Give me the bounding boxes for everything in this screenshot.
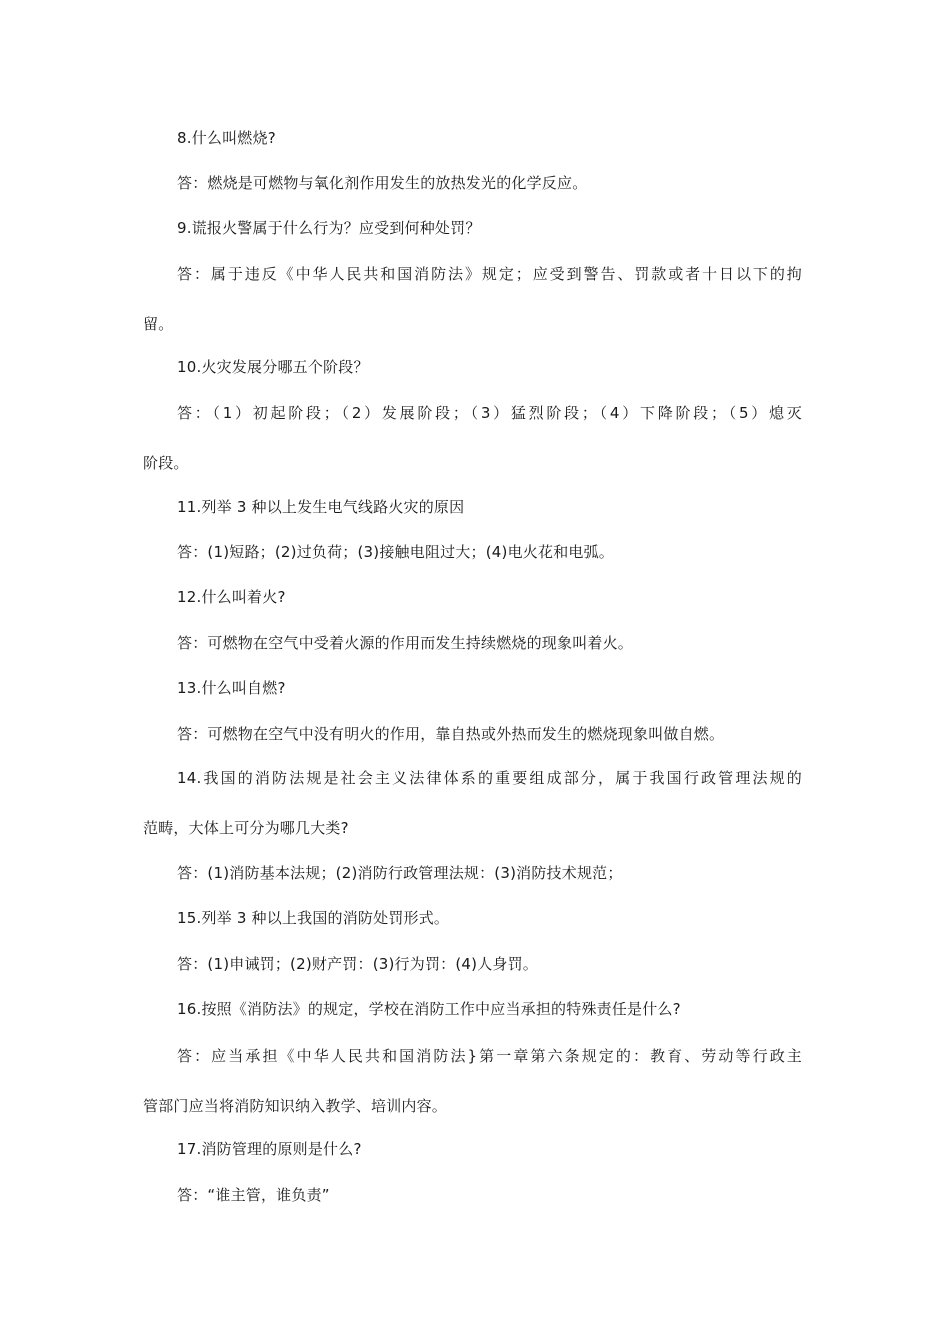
question-14-line-1: 14.我国的消防法规是社会主义法律体系的重要组成部分，属于我国行政管理法规的 bbox=[177, 769, 802, 787]
answer-8: 答：燃烧是可燃物与氧化剂作用发生的放热发光的化学反应。 bbox=[177, 174, 588, 192]
answer-13: 答：可燃物在空气中没有明火的作用，靠自热或外热而发生的燃烧现象叫做自燃。 bbox=[177, 725, 725, 743]
question-17: 17.消防管理的原则是什么? bbox=[177, 1140, 362, 1158]
answer-12: 答：可燃物在空气中受着火源的作用而发生持续燃烧的现象叫着火。 bbox=[177, 634, 634, 652]
question-10: 10.火灾发展分哪五个阶段？ bbox=[177, 358, 369, 376]
question-12: 12.什么叫着火? bbox=[177, 588, 286, 606]
question-9: 9.谎报火警属于什么行为？应受到何种处罚？ bbox=[177, 219, 481, 237]
question-13: 13.什么叫自燃? bbox=[177, 679, 286, 697]
question-8: 8.什么叫燃烧? bbox=[177, 129, 276, 147]
question-15: 15.列举 3 种以上我国的消防处罚形式。 bbox=[177, 909, 450, 927]
answer-16-line-2: 管部门应当将消防知识纳入教学、培训内容。 bbox=[143, 1097, 448, 1115]
question-14-line-2: 范畴，大体上可分为哪几大类? bbox=[143, 819, 349, 837]
answer-15: 答：(1)申诫罚；(2)财产罚：(3)行为罚：(4)人身罚。 bbox=[177, 955, 538, 973]
question-16: 16.按照《消防法》的规定，学校在消防工作中应当承担的特殊责任是什么? bbox=[177, 1000, 681, 1018]
answer-17: 答：“谁主管，谁负责” bbox=[177, 1186, 330, 1204]
answer-14: 答：(1)消防基本法规；(2)消防行政管理法规：(3)消防技术规范； bbox=[177, 864, 623, 882]
answer-9-line-1: 答：属于违反《中华人民共和国消防法》规定；应受到警告、罚款或者十日以下的拘 bbox=[177, 265, 802, 283]
answer-16-line-1: 答：应当承担《中华人民共和国消防法}第一章第六条规定的：教育、劳动等行政主 bbox=[177, 1047, 802, 1065]
question-11: 11.列举 3 种以上发生电气线路火灾的原因 bbox=[177, 498, 465, 516]
answer-10-line-2: 阶段。 bbox=[143, 454, 189, 472]
answer-10-line-1: 答：（1）初起阶段；（2）发展阶段；（3）猛烈阶段；（4）下降阶段；（5）熄灭 bbox=[177, 404, 802, 422]
answer-9-line-2: 留。 bbox=[143, 315, 174, 333]
answer-11: 答：(1)短路；(2)过负荷；(3)接触电阻过大；(4)电火花和电弧。 bbox=[177, 543, 614, 561]
